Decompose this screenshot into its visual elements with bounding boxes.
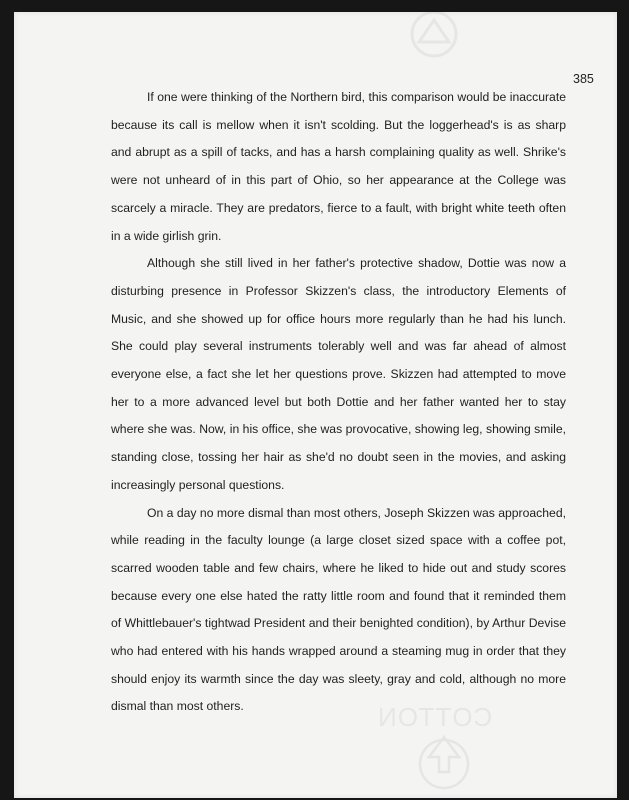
paragraph: On a day no more dismal than most others, Joseph Skizzen was approached, while reading in the faculty lounge (a large closet sized space with a coffee pot, scarred wooden table and few chairs, where he liked to hide out and study scores because every one else hated the ratty little room and found that it reminded them of Whittlebauer's tightwad President and their benighted condition), by Arthur Devise who had entered with his hands wrapped around a steaming mug in order that they should enjoy its warmth since the day was sleety, gray and cold, although no more dismal than most others. (111, 505, 566, 714)
watermark-text: COTTON (377, 702, 493, 732)
body-text (111, 84, 566, 721)
paragraph: If one were thinking of the Northern bird, this comparison would be inaccurate because its call is mellow when it isn't scolding. But the loggerhead's is as sharp and abrupt as a spill of tacks, and has a harsh complaining quality as well. Shrike's were not unheard of in this part of Ohio, so her appearance at the College was scarcely a miracle. They are predators, fierce to a fault, with bright white teeth often in a wide girlish grin. (111, 90, 566, 243)
page-number: 385 (573, 72, 594, 86)
recycle-watermark-icon (364, 12, 504, 82)
paper-sheet (14, 12, 617, 798)
watermark-top (364, 12, 504, 82)
paragraph: Although she still lived in her father's protective shadow, Dottie was now a disturbing presence in Professor Skizzen's class, the introductory Elements of Music, and she showed up for office hours more regularly than he had his lunch. She could play several instruments tolerably well and was far ahead of almost everyone else, a fact she let her questions prove. Skizzen had attempted to move her to a more advanced level but both Dottie and her father wanted her to stay where she was. Now, in his office, she was provocative, showing leg, showing smile, standing close, tossing her hair as she'd no doubt seen in the movies, and asking increasingly personal questions. (111, 256, 566, 492)
